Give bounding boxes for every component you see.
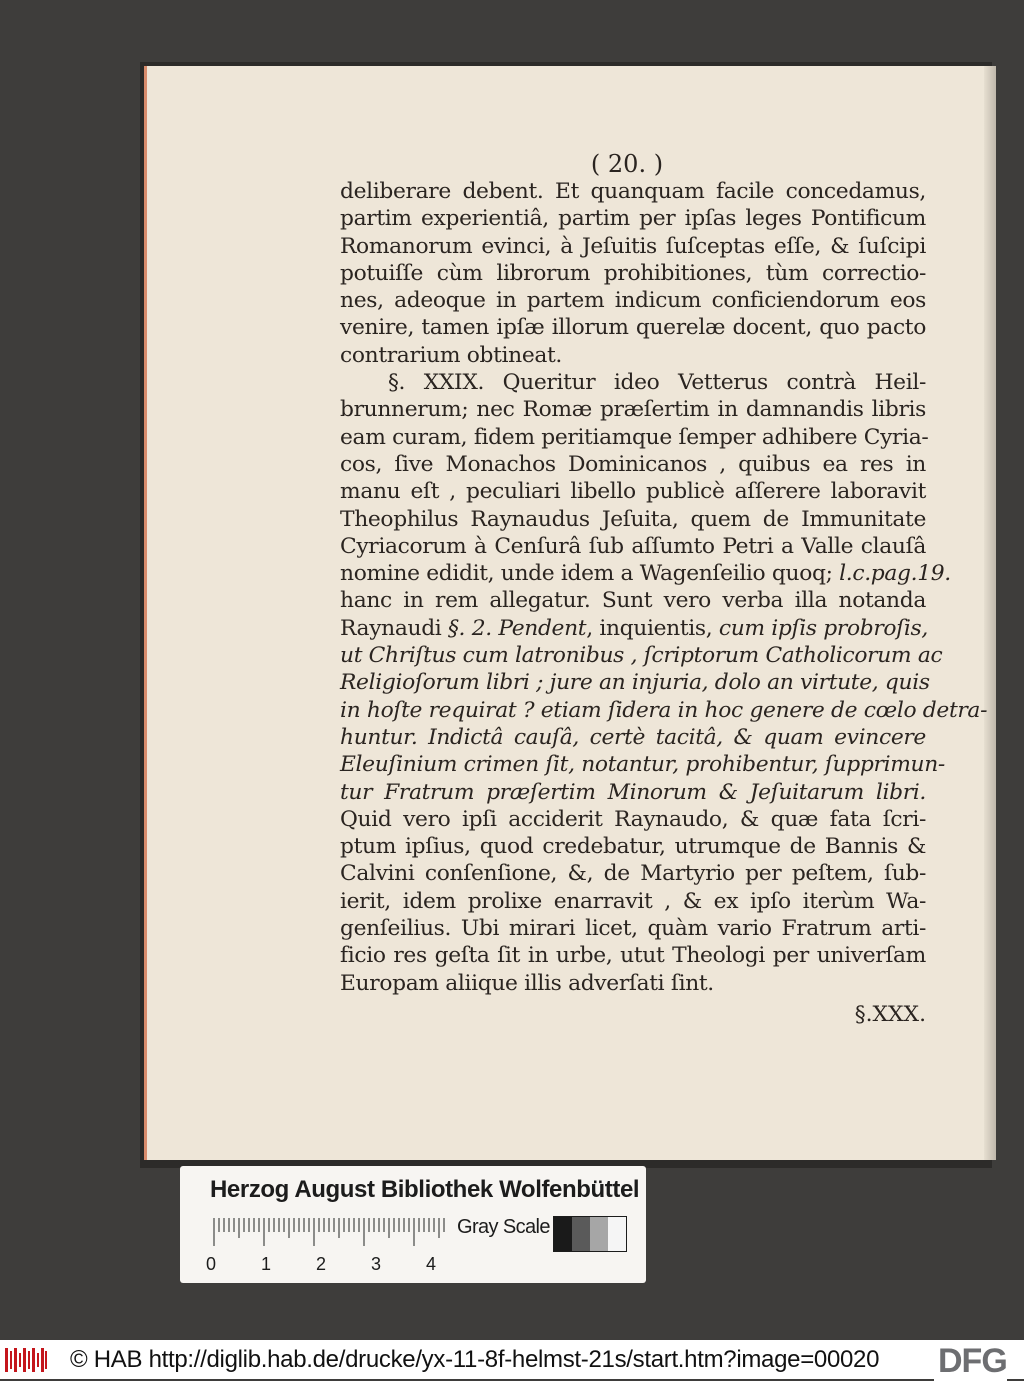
text-line bbox=[340, 314, 926, 341]
gray-swatch bbox=[590, 1217, 608, 1251]
text-line bbox=[340, 751, 945, 778]
text-run: partim experientiâ, partim per ipſas leges Pontificum bbox=[340, 206, 926, 232]
ruler-number: 3 bbox=[371, 1254, 382, 1274]
page-number: ( 20. ) bbox=[590, 150, 664, 178]
text-run: §. 2. Pendent bbox=[448, 615, 587, 641]
text-run: Cyriacorum à Cenſurâ ſub aſſumto Petri a Valle clauſâ bbox=[340, 533, 926, 559]
text-run: huntur. Indictâ cauſâ, certè tacitâ, & quam evincere bbox=[340, 724, 926, 750]
text-run: , inquientis, bbox=[586, 615, 719, 641]
gray-scale-swatches bbox=[553, 1216, 627, 1252]
text-line bbox=[340, 178, 926, 205]
text-lines bbox=[340, 178, 988, 997]
text-line bbox=[340, 506, 926, 533]
text-run: §. XXIX. Queritur ideo Vetterus contrà Heil- bbox=[388, 370, 926, 396]
text-run: potuiſſe cùm librorum prohibitiones, tùm correctio- bbox=[340, 260, 926, 286]
text-line bbox=[340, 233, 926, 260]
text-line bbox=[340, 451, 926, 478]
text-line bbox=[340, 833, 926, 860]
text-run: Raynaudi bbox=[340, 615, 448, 641]
text-run: venire, tamen ipſæ illorum querelæ docent, quo pacto bbox=[340, 315, 926, 341]
text-line bbox=[340, 942, 926, 969]
dfg-logo: DFG bbox=[934, 1342, 1007, 1381]
ruler-number: 2 bbox=[316, 1254, 327, 1274]
copyright-url[interactable]: © HAB http://diglib.hab.de/drucke/yx-11-8f-helmst-21s/start.htm?image=00020 bbox=[70, 1346, 880, 1373]
gray-swatch bbox=[572, 1217, 590, 1251]
text-run: eam curam, fidem peritiamque ſemper adhibere Cyria- bbox=[340, 424, 929, 450]
text-line bbox=[340, 342, 926, 369]
text-line bbox=[340, 533, 926, 560]
text-run: manu eſt , peculiari libello publicè aſſerere laboravit bbox=[340, 479, 926, 505]
text-line bbox=[340, 669, 930, 696]
text-run: Europam aliique illis adverſati ſint. bbox=[340, 970, 714, 996]
ruler-numbers bbox=[206, 1254, 446, 1278]
ruler-number: 0 bbox=[206, 1254, 217, 1274]
hab-barcode-logo-icon bbox=[4, 1346, 48, 1374]
catchword: §.XXX. bbox=[854, 1001, 926, 1027]
ruler-number: 1 bbox=[261, 1254, 272, 1274]
text-run: in hoſte requirat ? etiam ſidera in hoc genere de cœlo detra- bbox=[340, 697, 988, 723]
text-line bbox=[340, 424, 929, 451]
text-line bbox=[340, 724, 926, 751]
ruler-icon bbox=[212, 1218, 448, 1248]
text-line bbox=[340, 697, 988, 724]
text-run: ficio res geſta ſit in urbe, utut Theologi per univerſam bbox=[340, 943, 926, 969]
color-target-card bbox=[180, 1166, 646, 1283]
text-run: tur Fratrum præſertim Minorum & Jeſuitarum libri. bbox=[340, 779, 926, 805]
ruler-number: 4 bbox=[426, 1254, 437, 1274]
text-run: cum ipſis probroſis, bbox=[718, 615, 928, 641]
text-line bbox=[340, 888, 926, 915]
text-run: nomine edidit, unde idem a Wagenſeilio quoq; bbox=[340, 561, 840, 587]
text-run: hanc in rem allegatur. Sunt vero verba illa notanda bbox=[340, 588, 926, 614]
text-line bbox=[340, 860, 926, 887]
text-run: ptum ipſius, quod credebatur, utrumque de Bannis & bbox=[340, 834, 926, 860]
text-run: Calvini conſenſione, &, de Martyrio per peſtem, ſub- bbox=[340, 861, 926, 887]
text-run: l.c.pag.19. bbox=[839, 561, 951, 587]
text-run: Eleuſinium crimen ſit, notantur, prohibentur, ſupprimun- bbox=[340, 752, 945, 778]
text-run: cos, ſive Monachos Dominicanos , quibus ea res in bbox=[340, 451, 926, 477]
gray-swatch bbox=[554, 1217, 572, 1251]
text-run: brunnerum; nec Romæ præſertim in damnandis libris bbox=[340, 397, 926, 423]
text-line bbox=[340, 779, 926, 806]
text-line bbox=[340, 478, 926, 505]
text-line bbox=[340, 970, 926, 997]
text-line bbox=[340, 587, 926, 614]
page-fold bbox=[984, 66, 996, 1160]
text-run: deliberare debent. Et quanquam facile concedamus, bbox=[340, 179, 926, 204]
text-run: genſeilius. Ubi mirari licet, quàm vario Fratrum arti- bbox=[340, 916, 926, 942]
text-line bbox=[340, 396, 926, 423]
footer-bar bbox=[0, 1340, 1024, 1379]
text-line bbox=[340, 260, 926, 287]
text-run: Religioſorum libri ; jure an injuria, dolo an virtute, quis bbox=[340, 670, 930, 696]
text-line bbox=[340, 205, 926, 232]
text-run: contrarium obtineat. bbox=[340, 342, 562, 368]
gray-swatch bbox=[608, 1217, 626, 1251]
text-line bbox=[340, 806, 926, 833]
page-text bbox=[340, 150, 988, 1028]
text-line bbox=[340, 915, 926, 942]
text-run: ierit, idem prolixe enarravit , & ex ipſo iterùm Wa- bbox=[340, 888, 926, 914]
text-line bbox=[340, 642, 943, 669]
text-run: Theophilus Raynaudus Jeſuita, quem de Immunitate bbox=[340, 506, 926, 532]
text-line bbox=[340, 615, 926, 642]
text-line bbox=[340, 369, 926, 396]
text-line bbox=[340, 287, 926, 314]
text-run: Quid vero ipſi acciderit Raynaudo, & quæ fata ſcri- bbox=[340, 806, 926, 832]
text-run: ut Chriſtus cum latronibus , ſcriptorum Catholicorum ac bbox=[340, 643, 943, 669]
text-run: nes, adeoque in partem indicum conficiendorum eos bbox=[340, 288, 926, 314]
text-line bbox=[340, 560, 951, 587]
text-run: Romanorum evinci, à Jeſuitis ſuſceptas eſſe, & ſuſcipi bbox=[340, 233, 926, 259]
gray-scale-label: Gray Scale bbox=[457, 1216, 550, 1238]
library-name: Herzog August Bibliothek Wolfenbüttel bbox=[210, 1176, 640, 1203]
